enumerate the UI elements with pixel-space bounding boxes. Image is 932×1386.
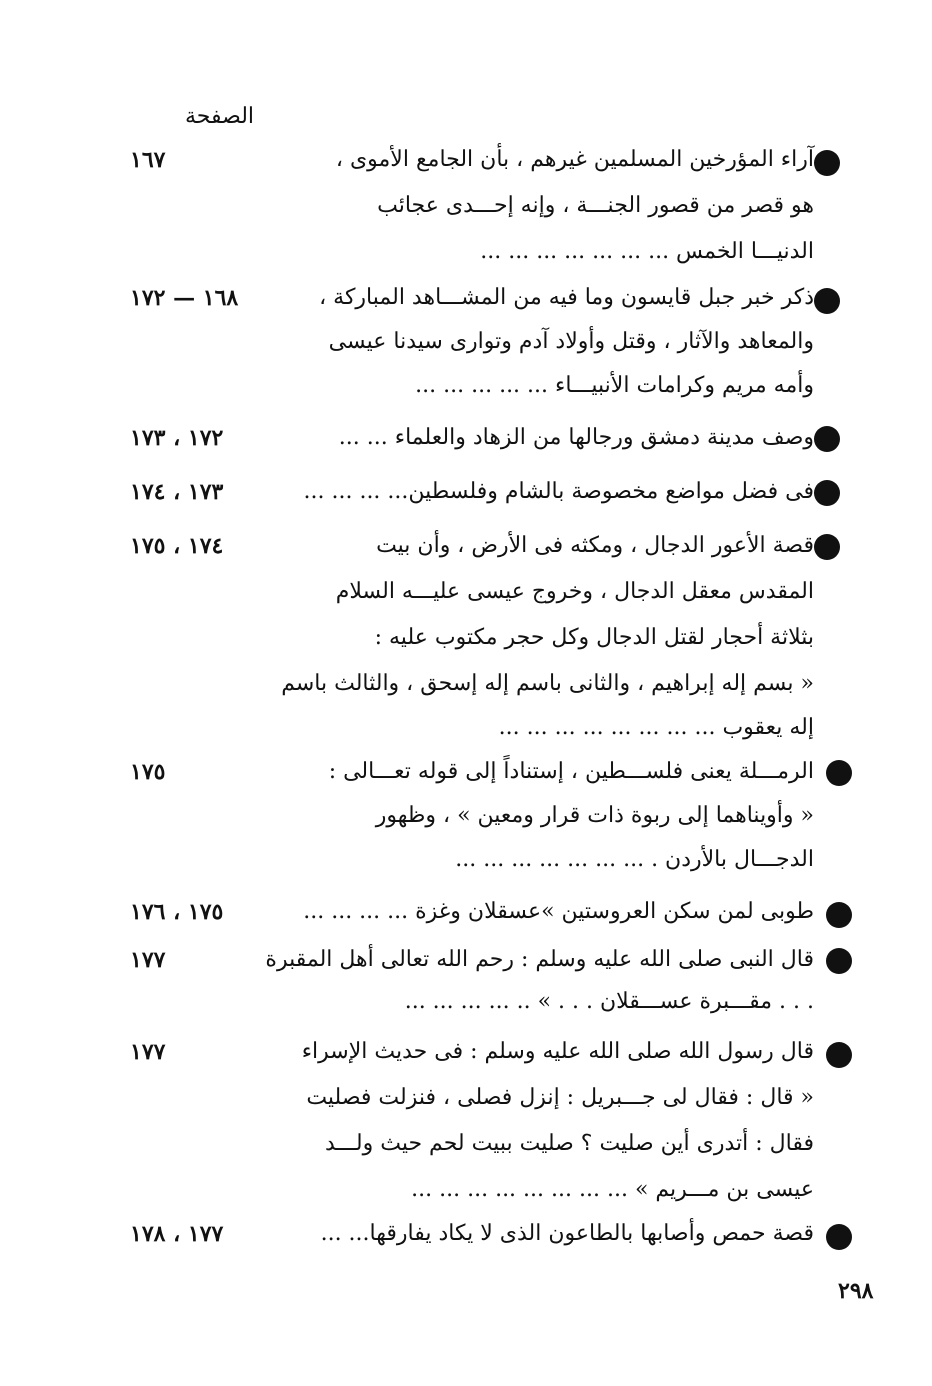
entry-line: « وأويناهما إلى ربوة ذات قرار ومعين » ، وظهور <box>375 803 814 828</box>
bullet-icon <box>826 1042 852 1068</box>
entry-line: قصة الأعور الدجال ، ومكثه فى الأرض ، وأن بيت <box>376 533 814 558</box>
page-reference: ١٧٥ ، ١٧٦ <box>130 899 224 925</box>
page-reference: ١٧٧ <box>130 1039 166 1065</box>
entry-line: قصة حمص وأصابها بالطاعون الذى لا يكاد يفارقها... ... <box>320 1221 814 1246</box>
entry-line: وصف مدينة دمشق ورجالها من الزهاد والعلماء ... ... <box>338 425 814 450</box>
entry-line: قال رسول الله صلى الله عليه وسلم : فى حديث الإسراء <box>301 1039 814 1064</box>
page-reference: ١٧٢ ، ١٧٣ <box>130 425 224 451</box>
bullet-icon <box>826 760 852 786</box>
entry-line: والمعاهد والآثار ، وقتل وأولاد آدم وتوارى سيدنا عيسى <box>328 329 814 354</box>
page-number: ٢٩٨ <box>838 1278 874 1304</box>
bullet-icon <box>814 534 840 560</box>
page-reference: ١٦٨ — ١٧٢ <box>130 285 239 311</box>
bullet-icon <box>814 426 840 452</box>
bullet-icon <box>814 288 840 314</box>
page-reference: ١٧٣ ، ١٧٤ <box>130 479 224 505</box>
bullet-icon <box>814 150 840 176</box>
bullet-icon <box>826 902 852 928</box>
page-column-header: الصفحة <box>185 104 255 129</box>
page-reference: ١٧٧ <box>130 947 166 973</box>
bullet-icon <box>814 480 840 506</box>
page-reference: ١٧٧ ، ١٧٨ <box>130 1221 224 1247</box>
bullet-icon <box>826 1224 852 1250</box>
entry-line: هو قصر من قصور الجنـــة ، وإنه إحـــدى عجائب <box>377 193 814 218</box>
entry-line: بثلاثة أحجار لقتل الدجال وكل حجر مكتوب عليه : <box>374 625 814 650</box>
entry-line: عيسى بن مـــريم » ... ... ... ... ... ... ... ... <box>411 1177 814 1202</box>
entry-line: المقدس معقل الدجال ، وخروج عيسى عليـــه السلام <box>335 579 814 604</box>
entry-line: قال النبى صلى الله عليه وسلم : رحم الله تعالى أهل المقبرة <box>265 947 814 972</box>
entry-line: الرمـــلة يعنى فلســـطين ، إستناداً إلى قوله تعـــالى : <box>328 759 814 784</box>
page-reference: ١٧٤ ، ١٧٥ <box>130 533 224 559</box>
entry-line: . . . مقـــبرة عســـقلان . . . » .. ... ... ... ... <box>404 989 814 1014</box>
entry-line: ذكر خبر جبل قايسون وما فيه من المشـــاهد المباركة ، <box>319 285 814 310</box>
entry-line: فى فضل مواضع مخصوصة بالشام وفلسطين... ... ... ... <box>303 479 814 504</box>
entry-line: الدنيـــا الخمس ... ... ... ... ... ... ... <box>480 239 814 264</box>
entry-line: طوبى لمن سكن العروستين »عسقلان وغزة ... ... ... ... <box>303 899 814 924</box>
entry-line: فقال : أتدرى أين صليت ؟ صليت ببيت لحم حيث ولـــد <box>325 1131 814 1156</box>
bullet-icon <box>826 948 852 974</box>
entry-line: وأمه مريم وكرامات الأنبيـــاء ... ... ... ... ... <box>415 373 814 398</box>
entry-line: « بسم إله إبراهيم ، والثانى باسم إله إسحق ، والثالث باسم <box>281 671 814 696</box>
entry-line: « قال : فقال لى جـــبريل : إنزل فصلى ، فنزلت فصليت <box>306 1085 814 1110</box>
page-reference: ١٧٥ <box>130 759 166 785</box>
entry-line: إله يعقوب ... ... ... ... ... ... ... ... <box>498 715 814 740</box>
entry-line: آراء المؤرخين المسلمين غيرهم ، بأن الجامع الأموى ، <box>335 147 814 172</box>
page-reference: ١٦٧ <box>130 147 166 173</box>
entry-line: الدجـــال بالأردن . ... ... ... ... ... ... ... <box>455 847 814 872</box>
